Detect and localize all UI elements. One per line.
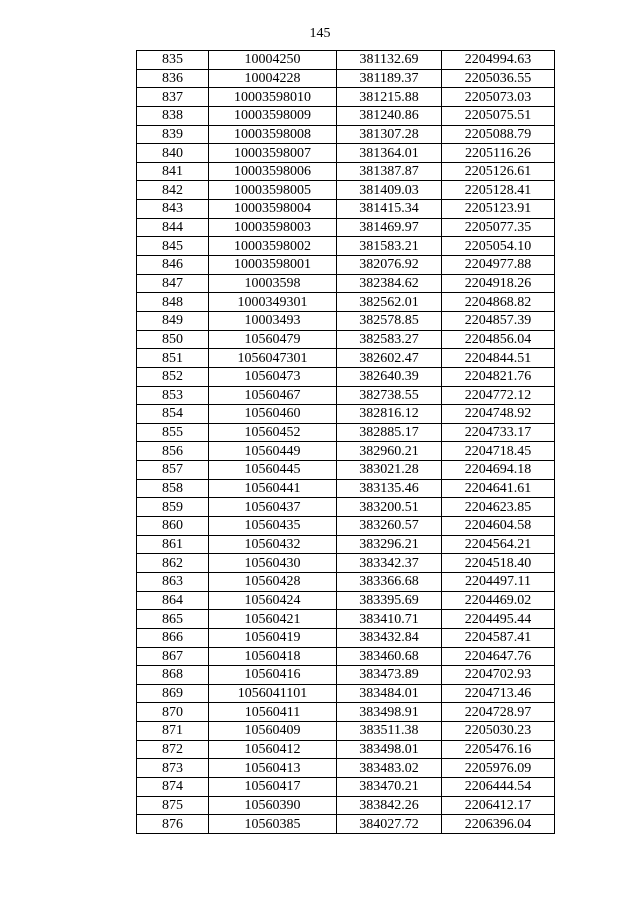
point-number-cell: 874: [137, 777, 209, 796]
x-coordinate-cell: 383260.57: [337, 517, 442, 536]
point-id-cell: 10003598006: [209, 162, 337, 181]
y-coordinate-cell: 2205128.41: [442, 181, 555, 200]
x-coordinate-cell: 382885.17: [337, 423, 442, 442]
point-number-cell: 868: [137, 666, 209, 685]
x-coordinate-cell: 383483.02: [337, 759, 442, 778]
y-coordinate-cell: 2205073.03: [442, 88, 555, 107]
point-number-cell: 849: [137, 311, 209, 330]
point-id-cell: 10003598005: [209, 181, 337, 200]
point-id-cell: 10560432: [209, 535, 337, 554]
y-coordinate-cell: 2204694.18: [442, 461, 555, 480]
table-row: [137, 200, 555, 219]
y-coordinate-cell: 2204702.93: [442, 666, 555, 685]
point-id-cell: 10003493: [209, 311, 337, 330]
table-row: [137, 461, 555, 480]
x-coordinate-cell: 383498.01: [337, 740, 442, 759]
y-coordinate-cell: 2204733.17: [442, 423, 555, 442]
point-id-cell: 10560441: [209, 479, 337, 498]
point-id-cell: 10560419: [209, 628, 337, 647]
y-coordinate-cell: 2204469.02: [442, 591, 555, 610]
table-row: [137, 162, 555, 181]
table-row: [137, 740, 555, 759]
x-coordinate-cell: 381583.21: [337, 237, 442, 256]
table-row: [137, 554, 555, 573]
point-id-cell: 10560385: [209, 815, 337, 834]
point-number-cell: 871: [137, 722, 209, 741]
y-coordinate-cell: 2204868.82: [442, 293, 555, 312]
point-number-cell: 853: [137, 386, 209, 405]
table-row: [137, 722, 555, 741]
y-coordinate-cell: 2205116.26: [442, 144, 555, 163]
y-coordinate-cell: 2204728.97: [442, 703, 555, 722]
y-coordinate-cell: 2204844.51: [442, 349, 555, 368]
y-coordinate-cell: 2205126.61: [442, 162, 555, 181]
x-coordinate-cell: 383296.21: [337, 535, 442, 554]
y-coordinate-cell: 2204647.76: [442, 647, 555, 666]
point-id-cell: 10560424: [209, 591, 337, 610]
point-id-cell: 10560467: [209, 386, 337, 405]
point-number-cell: 860: [137, 517, 209, 536]
point-id-cell: 10560413: [209, 759, 337, 778]
x-coordinate-cell: 382562.01: [337, 293, 442, 312]
coordinates-table: [136, 50, 555, 834]
point-id-cell: 10560409: [209, 722, 337, 741]
table-row: [137, 777, 555, 796]
point-number-cell: 875: [137, 796, 209, 815]
table-row: [137, 423, 555, 442]
point-number-cell: 876: [137, 815, 209, 834]
table-row: [137, 349, 555, 368]
point-id-cell: 10003598010: [209, 88, 337, 107]
y-coordinate-cell: 2205123.91: [442, 200, 555, 219]
x-coordinate-cell: 383484.01: [337, 684, 442, 703]
point-id-cell: 10003598007: [209, 144, 337, 163]
point-number-cell: 858: [137, 479, 209, 498]
point-number-cell: 837: [137, 88, 209, 107]
x-coordinate-cell: 383511.38: [337, 722, 442, 741]
table-row: [137, 405, 555, 424]
table-row: [137, 628, 555, 647]
point-number-cell: 850: [137, 330, 209, 349]
y-coordinate-cell: 2206412.17: [442, 796, 555, 815]
point-id-cell: 10560473: [209, 367, 337, 386]
point-number-cell: 855: [137, 423, 209, 442]
point-number-cell: 841: [137, 162, 209, 181]
point-id-cell: 10560421: [209, 610, 337, 629]
point-id-cell: 10003598003: [209, 218, 337, 237]
table-row: [137, 181, 555, 200]
point-number-cell: 836: [137, 69, 209, 88]
x-coordinate-cell: 381189.37: [337, 69, 442, 88]
y-coordinate-cell: 2205088.79: [442, 125, 555, 144]
table-row: [137, 69, 555, 88]
x-coordinate-cell: 383470.21: [337, 777, 442, 796]
table-row: [137, 125, 555, 144]
point-id-cell: 10003598009: [209, 106, 337, 125]
y-coordinate-cell: 2204821.76: [442, 367, 555, 386]
x-coordinate-cell: 382738.55: [337, 386, 442, 405]
y-coordinate-cell: 2204495.44: [442, 610, 555, 629]
point-number-cell: 865: [137, 610, 209, 629]
y-coordinate-cell: 2204713.46: [442, 684, 555, 703]
point-number-cell: 840: [137, 144, 209, 163]
point-number-cell: 851: [137, 349, 209, 368]
x-coordinate-cell: 382578.85: [337, 311, 442, 330]
point-id-cell: 10560418: [209, 647, 337, 666]
point-number-cell: 839: [137, 125, 209, 144]
table-row: [137, 759, 555, 778]
point-number-cell: 866: [137, 628, 209, 647]
point-number-cell: 872: [137, 740, 209, 759]
table-row: [137, 367, 555, 386]
x-coordinate-cell: 383135.46: [337, 479, 442, 498]
x-coordinate-cell: 383395.69: [337, 591, 442, 610]
y-coordinate-cell: 2204497.11: [442, 572, 555, 591]
coordinates-table-body: [137, 51, 555, 834]
y-coordinate-cell: 2204918.26: [442, 274, 555, 293]
y-coordinate-cell: 2204857.39: [442, 311, 555, 330]
table-row: [137, 311, 555, 330]
y-coordinate-cell: 2204772.12: [442, 386, 555, 405]
y-coordinate-cell: 2206396.04: [442, 815, 555, 834]
point-number-cell: 867: [137, 647, 209, 666]
point-number-cell: 854: [137, 405, 209, 424]
x-coordinate-cell: 381307.28: [337, 125, 442, 144]
page-number: 145: [309, 26, 331, 41]
point-number-cell: 873: [137, 759, 209, 778]
point-id-cell: 10560411: [209, 703, 337, 722]
point-id-cell: 10003598: [209, 274, 337, 293]
point-number-cell: 835: [137, 51, 209, 70]
point-number-cell: 847: [137, 274, 209, 293]
table-row: [137, 666, 555, 685]
x-coordinate-cell: 382640.39: [337, 367, 442, 386]
table-row: [137, 610, 555, 629]
x-coordinate-cell: 383842.26: [337, 796, 442, 815]
y-coordinate-cell: 2204994.63: [442, 51, 555, 70]
y-coordinate-cell: 2205077.35: [442, 218, 555, 237]
point-id-cell: 10560428: [209, 572, 337, 591]
point-id-cell: 10560390: [209, 796, 337, 815]
table-row: [137, 815, 555, 834]
point-id-cell: 1056041101: [209, 684, 337, 703]
point-id-cell: 10004250: [209, 51, 337, 70]
x-coordinate-cell: 381364.01: [337, 144, 442, 163]
x-coordinate-cell: 383200.51: [337, 498, 442, 517]
table-row: [137, 144, 555, 163]
point-id-cell: 10003598008: [209, 125, 337, 144]
table-row: [137, 88, 555, 107]
y-coordinate-cell: 2205030.23: [442, 722, 555, 741]
table-row: [137, 796, 555, 815]
y-coordinate-cell: 2204518.40: [442, 554, 555, 573]
x-coordinate-cell: 382384.62: [337, 274, 442, 293]
table-row: [137, 479, 555, 498]
point-id-cell: 10560445: [209, 461, 337, 480]
point-id-cell: 10003598004: [209, 200, 337, 219]
table-row: [137, 684, 555, 703]
table-row: [137, 517, 555, 536]
x-coordinate-cell: 383342.37: [337, 554, 442, 573]
table-row: [137, 274, 555, 293]
y-coordinate-cell: 2204564.21: [442, 535, 555, 554]
y-coordinate-cell: 2204623.85: [442, 498, 555, 517]
point-number-cell: 852: [137, 367, 209, 386]
point-id-cell: 10560437: [209, 498, 337, 517]
table-row: [137, 330, 555, 349]
point-id-cell: 10560412: [209, 740, 337, 759]
point-id-cell: 10560479: [209, 330, 337, 349]
point-number-cell: 862: [137, 554, 209, 573]
x-coordinate-cell: 382816.12: [337, 405, 442, 424]
x-coordinate-cell: 381215.88: [337, 88, 442, 107]
point-number-cell: 845: [137, 237, 209, 256]
table-row: [137, 218, 555, 237]
x-coordinate-cell: 381387.87: [337, 162, 442, 181]
point-id-cell: 10560452: [209, 423, 337, 442]
table-row: [137, 51, 555, 70]
point-id-cell: 10560460: [209, 405, 337, 424]
x-coordinate-cell: 381409.03: [337, 181, 442, 200]
table-row: [137, 442, 555, 461]
y-coordinate-cell: 2205075.51: [442, 106, 555, 125]
point-id-cell: 10560416: [209, 666, 337, 685]
table-row: [137, 535, 555, 554]
table-row: [137, 237, 555, 256]
y-coordinate-cell: 2204587.41: [442, 628, 555, 647]
x-coordinate-cell: 382076.92: [337, 256, 442, 275]
point-id-cell: 10560449: [209, 442, 337, 461]
x-coordinate-cell: 383410.71: [337, 610, 442, 629]
point-number-cell: 846: [137, 256, 209, 275]
y-coordinate-cell: 2205054.10: [442, 237, 555, 256]
y-coordinate-cell: 2204641.61: [442, 479, 555, 498]
x-coordinate-cell: 383460.68: [337, 647, 442, 666]
y-coordinate-cell: 2204977.88: [442, 256, 555, 275]
point-number-cell: 864: [137, 591, 209, 610]
x-coordinate-cell: 383021.28: [337, 461, 442, 480]
x-coordinate-cell: 381469.97: [337, 218, 442, 237]
y-coordinate-cell: 2204604.58: [442, 517, 555, 536]
y-coordinate-cell: 2205036.55: [442, 69, 555, 88]
point-id-cell: 10560435: [209, 517, 337, 536]
point-number-cell: 848: [137, 293, 209, 312]
x-coordinate-cell: 384027.72: [337, 815, 442, 834]
table-row: [137, 591, 555, 610]
x-coordinate-cell: 382602.47: [337, 349, 442, 368]
x-coordinate-cell: 382960.21: [337, 442, 442, 461]
y-coordinate-cell: 2205476.16: [442, 740, 555, 759]
x-coordinate-cell: 383473.89: [337, 666, 442, 685]
point-number-cell: 857: [137, 461, 209, 480]
table-row: [137, 498, 555, 517]
point-number-cell: 844: [137, 218, 209, 237]
table-row: [137, 703, 555, 722]
point-number-cell: 838: [137, 106, 209, 125]
table-row: [137, 256, 555, 275]
y-coordinate-cell: 2204748.92: [442, 405, 555, 424]
point-id-cell: 10004228: [209, 69, 337, 88]
table-row: [137, 647, 555, 666]
point-number-cell: 843: [137, 200, 209, 219]
table-row: [137, 106, 555, 125]
x-coordinate-cell: 381132.69: [337, 51, 442, 70]
point-id-cell: 1056047301: [209, 349, 337, 368]
point-id-cell: 10560430: [209, 554, 337, 573]
point-id-cell: 10003598001: [209, 256, 337, 275]
y-coordinate-cell: 2205976.09: [442, 759, 555, 778]
point-number-cell: 861: [137, 535, 209, 554]
table-row: [137, 386, 555, 405]
x-coordinate-cell: 381240.86: [337, 106, 442, 125]
point-number-cell: 870: [137, 703, 209, 722]
x-coordinate-cell: 383366.68: [337, 572, 442, 591]
table-row: [137, 293, 555, 312]
point-number-cell: 842: [137, 181, 209, 200]
x-coordinate-cell: 382583.27: [337, 330, 442, 349]
point-number-cell: 863: [137, 572, 209, 591]
x-coordinate-cell: 383498.91: [337, 703, 442, 722]
point-id-cell: 10560417: [209, 777, 337, 796]
y-coordinate-cell: 2204718.45: [442, 442, 555, 461]
point-number-cell: 859: [137, 498, 209, 517]
x-coordinate-cell: 381415.34: [337, 200, 442, 219]
table-row: [137, 572, 555, 591]
y-coordinate-cell: 2206444.54: [442, 777, 555, 796]
point-number-cell: 869: [137, 684, 209, 703]
point-id-cell: 10003598002: [209, 237, 337, 256]
point-number-cell: 856: [137, 442, 209, 461]
y-coordinate-cell: 2204856.04: [442, 330, 555, 349]
point-id-cell: 1000349301: [209, 293, 337, 312]
x-coordinate-cell: 383432.84: [337, 628, 442, 647]
